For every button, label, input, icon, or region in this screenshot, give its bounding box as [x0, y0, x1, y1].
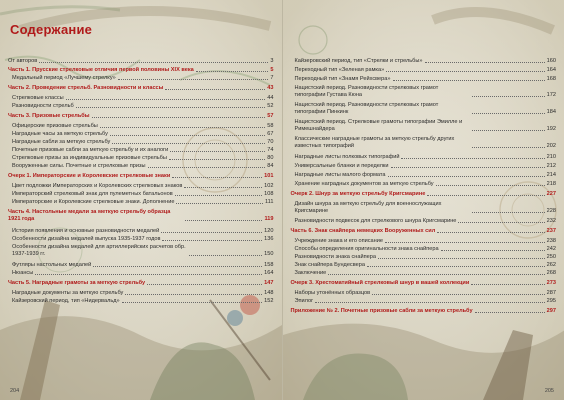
toc-entry[interactable]: Императорский стрелковый знак для пулеметных батальонов 108: [12, 191, 274, 197]
toc-entry[interactable]: Классические наградные грамоты за меткую стрельбу других известных типографий 202: [294, 136, 556, 149]
toc-entry[interactable]: Переходный тип «Знамя Рейхсвера» 168: [294, 76, 556, 82]
toc-entry[interactable]: История появления и основные разновидности медалей 120: [12, 228, 274, 234]
toc-chapter-entry[interactable]: Очерк 2. Шнур за меткую стрельбу Кригсмарине 227: [290, 191, 556, 197]
toc-entry[interactable]: Знак снайпера Бундесвера 262: [294, 262, 556, 268]
contents-heading: Содержание: [10, 22, 93, 37]
toc-entry[interactable]: Цвет подложки Императорских и Королевских стрелковых знаков 102: [12, 183, 274, 189]
toc-entry[interactable]: Особенности дизайна медалей для артиллерийских расчетов обр. 1937-1939 гг. 150: [12, 244, 274, 257]
toc-entry[interactable]: Нацистский период. Стрелковые грамоты типографии Эмилле и Римешнайдера 192: [294, 119, 556, 132]
page-number-left: 204: [10, 388, 20, 394]
toc-entry[interactable]: Наградные часы за меткую стрельбу 67: [12, 131, 274, 137]
toc-entry[interactable]: Наградные документы за меткую стрельбу 148: [12, 290, 274, 296]
toc-entry[interactable]: Наградные листы малого формата 214: [294, 172, 556, 178]
toc-entry[interactable]: Наградные листы полковых типографий 210: [294, 154, 556, 160]
toc-entry[interactable]: Наградные сабли за меткую стрельбу 70: [12, 139, 274, 145]
toc-entry[interactable]: Заключение 268: [294, 270, 556, 276]
toc-entry[interactable]: Медальный период «Лучшему стрелку» 7: [12, 75, 274, 81]
toc-chapter-entry[interactable]: Очерк 3. Хрестоматийный стрелковый шнур в вашей коллекции 273: [290, 280, 556, 286]
toc-entry[interactable]: Нюансы 164: [12, 270, 274, 276]
toc-chapter-entry[interactable]: Часть 5. Наградные грамоты за меткую стрельбу 147: [8, 280, 274, 286]
toc-entry[interactable]: Вооруженные силы. Почетные и стрелковые призы 84: [12, 163, 274, 169]
toc-chapter-entry[interactable]: Очерк 1. Императорские и Королевские стрелковые знаки 101: [8, 173, 274, 179]
toc-entry[interactable]: Нацистский период. Разновидности стрелковых грамот типографии Пинкинк 184: [294, 102, 556, 115]
toc-entry[interactable]: Разновидности стрельб 52: [12, 103, 274, 109]
toc-entry[interactable]: Кайзеровский период, тип «Нидервальд» 152: [12, 298, 274, 304]
toc-entry[interactable]: Учреждение знака и его описание 238: [294, 238, 556, 244]
toc-entry[interactable]: Футляры настольных медалей 158: [12, 262, 274, 268]
toc-entry[interactable]: От авторов 3: [8, 58, 274, 64]
toc-entry[interactable]: Стрелковые классы 44: [12, 95, 274, 101]
toc-entry[interactable]: Императорские и Королевские стрелковые знаки. Дополнение 111: [12, 199, 274, 205]
toc-entry[interactable]: Переходный тип «Зеленая рамка» 164: [294, 67, 556, 73]
toc-entry[interactable]: Эпилог 295: [294, 298, 556, 304]
toc-chapter-entry[interactable]: Приложение № 2. Почетные призовые сабли за меткую стрельбу 297: [290, 308, 556, 314]
toc-chapter-entry[interactable]: Часть 2. Проведение стрельб. Разновидности и классы 43: [8, 85, 274, 91]
toc-chapter-entry[interactable]: Часть 4. Настольные медали за меткую стрельбу образца 1921 года 119: [8, 209, 274, 222]
toc-entry[interactable]: Офицерские призовые стрельбы 58: [12, 123, 274, 129]
toc-entry[interactable]: Универсальные бланки и переделки 212: [294, 163, 556, 169]
toc-entry[interactable]: Хранение наградных документов за меткую стрельбу 218: [294, 181, 556, 187]
toc-entry[interactable]: Особенности дизайна медалей выпуска 1935-1937 годов 136: [12, 236, 274, 242]
toc-chapter-entry[interactable]: Часть 1. Прусские стрелковые отличия первой половины XIX века 5: [8, 67, 274, 73]
toc-chapter-entry[interactable]: Часть 3. Призовые стрельбы 57: [8, 113, 274, 119]
toc-entry[interactable]: Разновидности знака снайпера 250: [294, 254, 556, 260]
toc-chapter-entry[interactable]: Часть 6. Знак снайпера немецких Вооруженных сил 237: [290, 228, 556, 234]
toc-entry[interactable]: Дизайн шнура за меткую стрельбу для военнослужащих Кригсмарине 228: [294, 201, 556, 214]
toc-entry[interactable]: Наборы утонённых образцов 287: [294, 290, 556, 296]
toc-entry[interactable]: Нацистский период. Разновидности стрелковых грамот типографии Густава Кюна 172: [294, 85, 556, 98]
toc-entry[interactable]: Стрелковые призы за индивидуальные призовые стрельбы 80: [12, 155, 274, 161]
toc-entry[interactable]: Почетные призовые сабли за меткую стрельбу и их аналоги 74: [12, 147, 274, 153]
toc-entry[interactable]: Разновидности подвесок для стрелкового шнура Кригсмарине 232: [294, 218, 556, 224]
toc-entry[interactable]: Способы определения оригинальности знака снайпера 242: [294, 246, 556, 252]
page-number-right: 205: [544, 388, 554, 394]
right-page: [283, 0, 564, 400]
toc-entry[interactable]: Кайзеровский период, тип «Стрелки и стрельбы» 160: [294, 58, 556, 64]
